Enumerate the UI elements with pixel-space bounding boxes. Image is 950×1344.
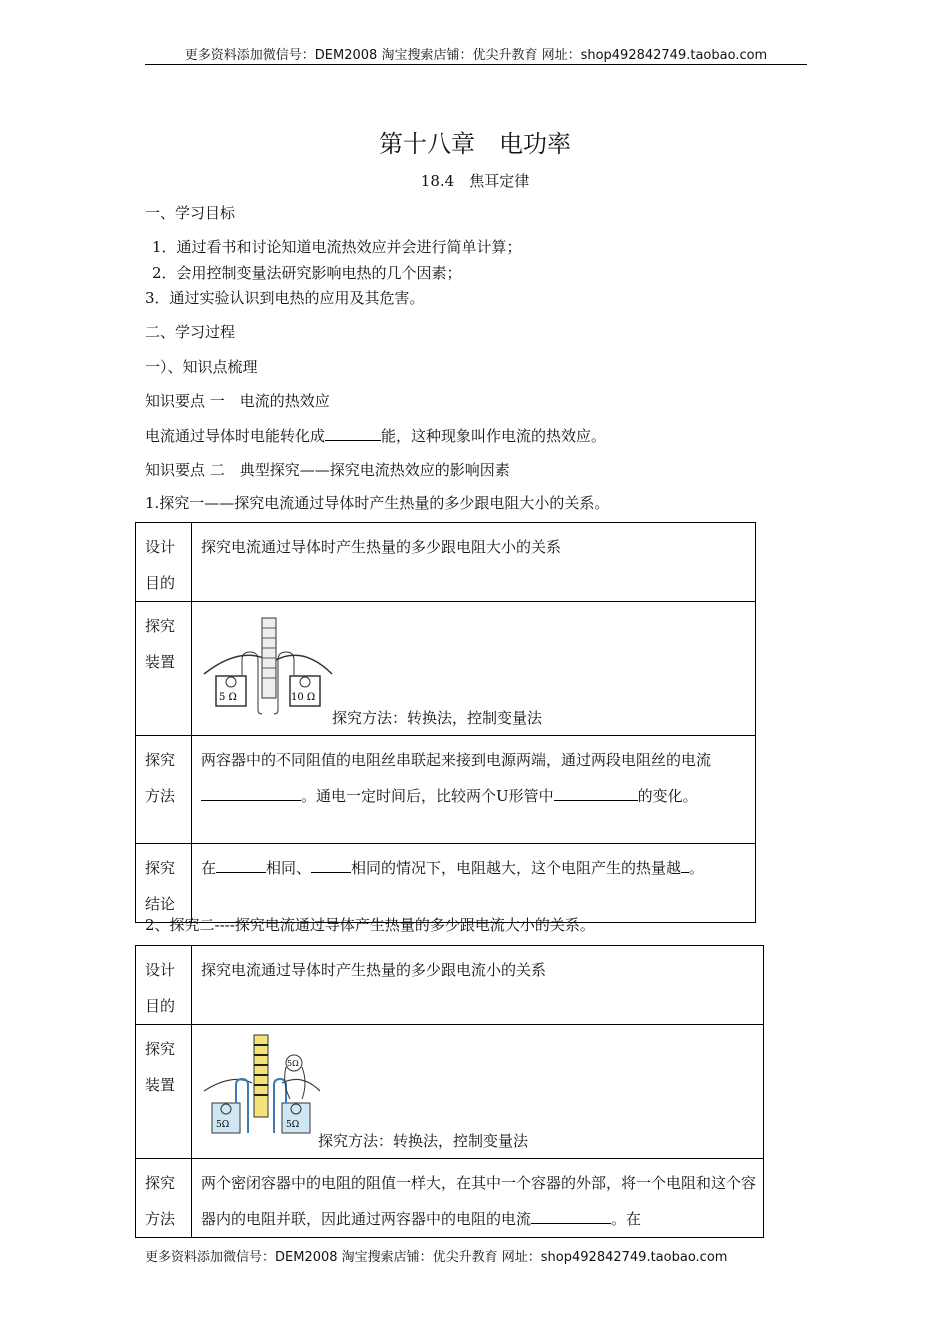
point1-text-b: 能，这种现象叫作电流的热效应。 <box>381 427 607 445</box>
label-device: 探究装置 <box>136 1025 192 1159</box>
conclusion-text-a: 在 <box>201 859 217 877</box>
label-conclusion: 探究结论 <box>136 844 192 923</box>
section-title: 18.4 焦耳定律 <box>420 172 530 190</box>
conclusion-text-c: 相同的情况下，电阻越大，这个电阻产生的热量越 <box>351 859 682 877</box>
explore1-table <box>135 522 756 923</box>
apparatus-diagram-1 <box>202 614 342 724</box>
method-text-a: 两个密闭容器中的电阻的阻值一样大，在其中一个容器的外部，将一个电阻和这个容器内的电阻并联，因此通过两容器中的电阻的电流 <box>201 1174 757 1228</box>
method-text-b: 。在 <box>611 1210 642 1228</box>
conclusion-cell <box>192 844 756 923</box>
resistor-label: 5 Ω <box>219 692 237 703</box>
answer-blank <box>325 426 381 441</box>
answer-blank <box>216 858 266 873</box>
resistor-label: 5Ω <box>286 1120 300 1130</box>
label-purpose: 设计目的 <box>136 523 192 602</box>
label-purpose: 设计目的 <box>136 946 192 1025</box>
answer-blank <box>531 1209 611 1224</box>
header-rule <box>145 64 807 65</box>
resistor-label: 10 Ω <box>291 692 316 703</box>
explore2-heading: 2、探究二----探究电流通过导体产生热量的多少跟电流大小的关系。 <box>145 916 595 934</box>
point2-heading: 知识要点 二 典型探究——探究电流热效应的影响因素 <box>145 461 510 479</box>
device-note: 探究方法：转换法，控制变量法 <box>332 709 543 727</box>
label-device: 探究装置 <box>136 602 192 736</box>
point1-heading: 知识要点 一 电流的热效应 <box>145 392 330 410</box>
device-cell <box>192 602 756 736</box>
conclusion-text-d: 。 <box>689 859 705 877</box>
goal-item: 1．通过看书和讨论知道电流热效应并会进行简单计算； <box>152 238 522 256</box>
apparatus-diagram-2 <box>202 1033 332 1143</box>
method-cell <box>192 1159 764 1238</box>
method-text-a: 两容器中的不同阻值的电阻丝串联起来接到电源两端，通过两段电阻丝的电流 <box>201 751 712 769</box>
chapter-title: 第十八章 电功率 <box>379 130 571 158</box>
label-method: 探究方法 <box>136 1159 192 1238</box>
knowledge-heading: 一）、知识点梳理 <box>145 358 258 376</box>
page-footer: 更多资料添加微信号：DEM2008 淘宝搜索店铺：优尖升教育 网址：shop492842749.taobao.com <box>145 1250 728 1265</box>
resistor-label: 5Ω <box>287 1059 299 1068</box>
point1-text-a: 电流通过导体时电能转化成 <box>145 427 326 445</box>
method-text-c: 的变化。 <box>637 787 698 805</box>
device-note: 探究方法：转换法，控制变量法 <box>318 1132 529 1150</box>
resistor-label: 5Ω <box>216 1120 230 1130</box>
label-method: 探究方法 <box>136 736 192 844</box>
answer-blank <box>681 858 689 873</box>
device-cell <box>192 1025 764 1159</box>
answer-blank <box>311 858 351 873</box>
method-cell <box>192 736 756 844</box>
method-text-b: 。通电一定时间后，比较两个U形管中 <box>301 787 554 805</box>
explore1-heading: 1.探究一——探究电流通过导体时产生热量的多少跟电阻大小的关系。 <box>145 494 610 512</box>
explore2-table <box>135 945 764 1238</box>
goal-item: 2．会用控制变量法研究影响电热的几个因素； <box>152 264 462 282</box>
purpose-cell: 探究电流通过导体时产生热量的多少跟电阻大小的关系 <box>192 523 756 602</box>
point1-text <box>145 425 606 446</box>
process-heading: 二、学习过程 <box>145 323 236 341</box>
answer-blank <box>201 786 301 801</box>
answer-blank <box>554 786 638 801</box>
goals-heading: 一、学习目标 <box>145 204 236 222</box>
purpose-cell: 探究电流通过导体时产生热量的多少跟电流小的关系 <box>192 946 764 1025</box>
page-header: 更多资料添加微信号：DEM2008 淘宝搜索店铺：优尖升教育 网址：shop492842749.taobao.com <box>184 48 768 63</box>
conclusion-text-b: 相同、 <box>266 859 312 877</box>
goal-item: 3．通过实验认识到电热的应用及其危害。 <box>145 289 425 307</box>
